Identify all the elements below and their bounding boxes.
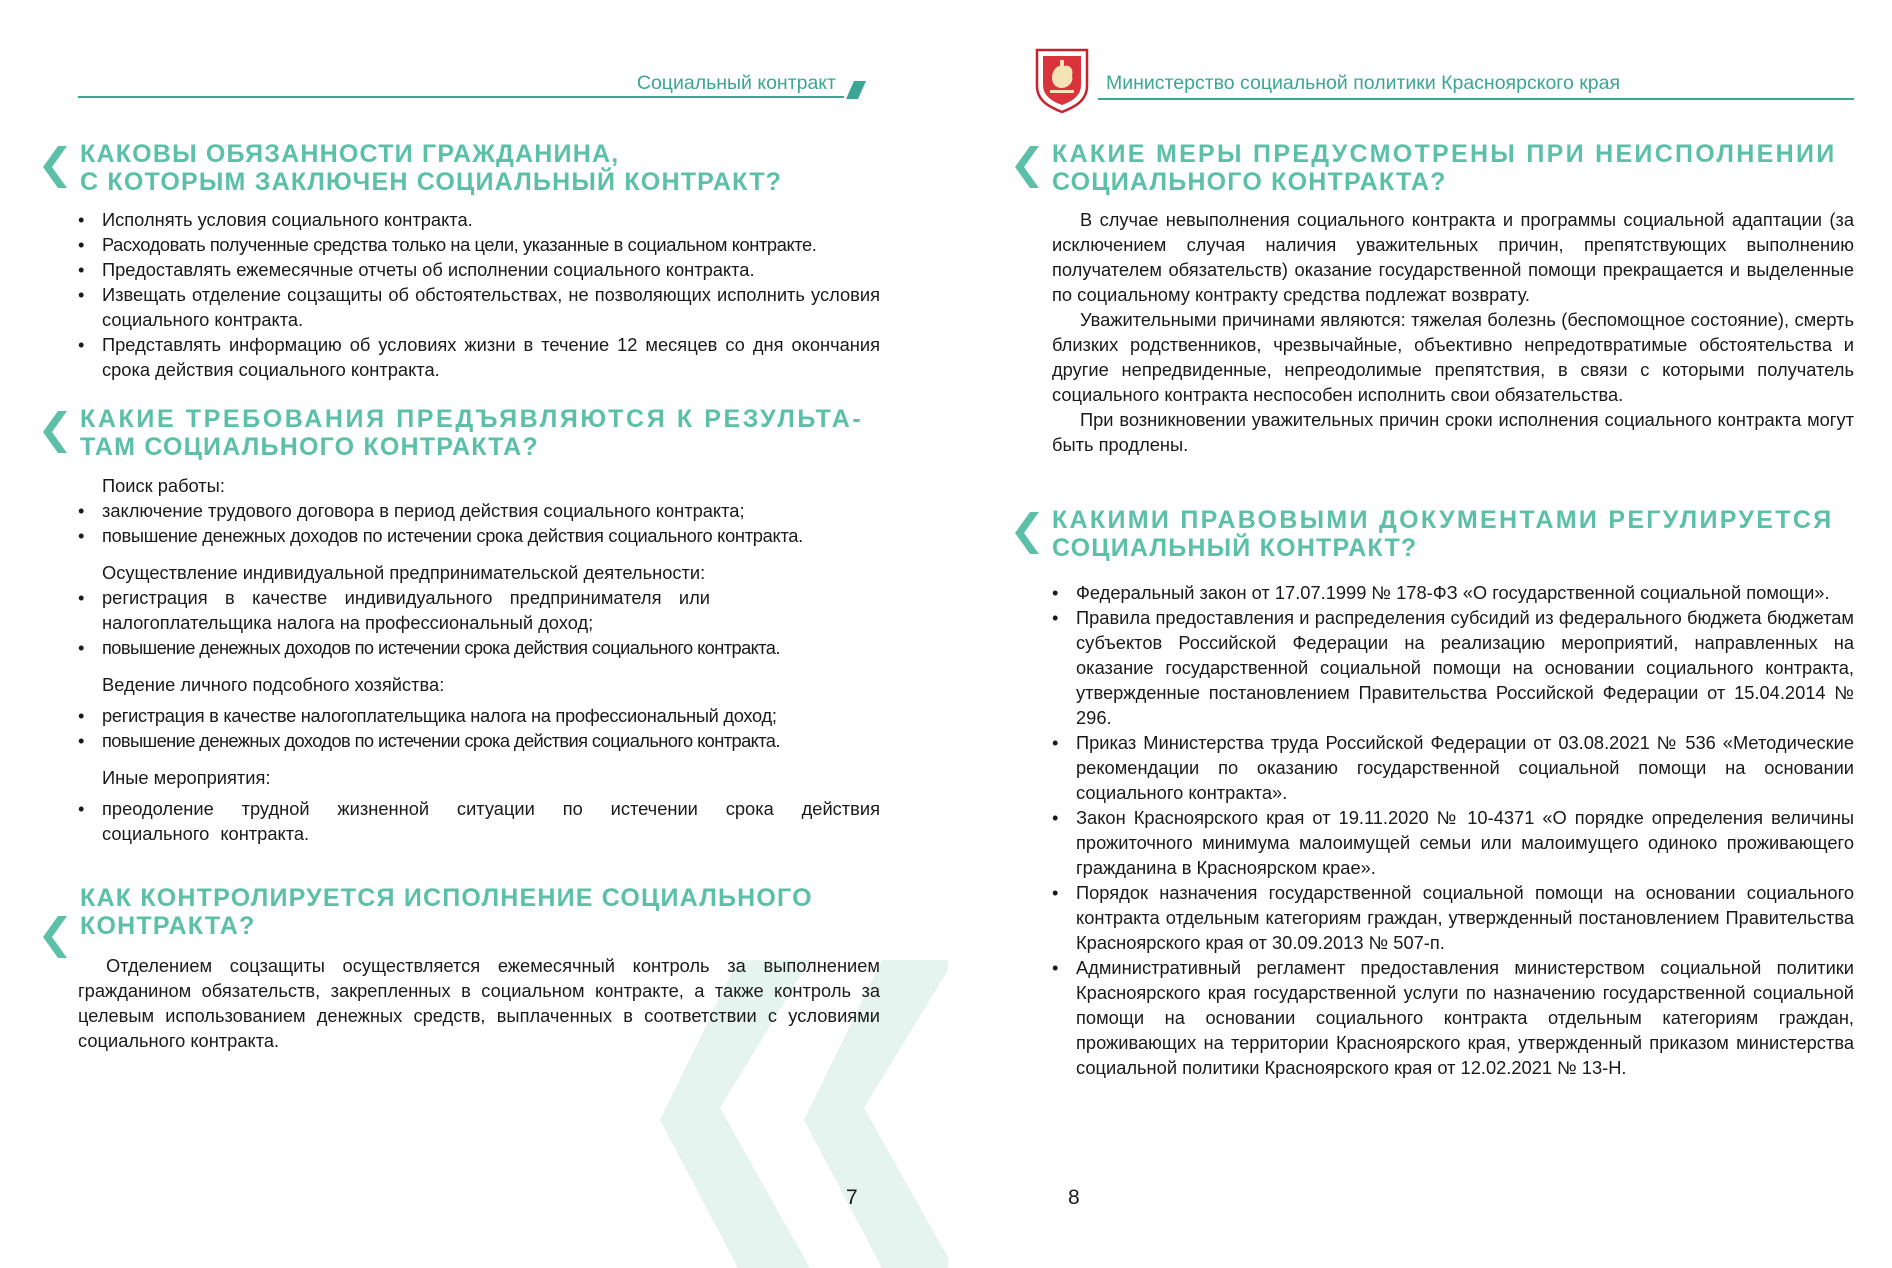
- header-title: Социальный контракт: [636, 72, 836, 94]
- chevron-left-icon: [1012, 142, 1040, 192]
- chevron-left-icon: [40, 142, 68, 192]
- group-label: Поиск работы:: [102, 475, 225, 496]
- paragraph: При возникновении уважительных причин сроки исполнения социального контракта могут быть продлены.: [1052, 409, 1854, 455]
- paragraph: В случае невыполнения социального контракта и программы социальной адаптации (за исключением случая наличия уважительных причин, препятствующих выполнению получателем обязательств) оказание государственной помощи прекращается и выделенные по социальному контракту средства подлежат возврату.: [1052, 209, 1854, 305]
- right-page-header: [1034, 44, 1854, 114]
- left-page-header: [78, 68, 868, 98]
- header-rule: [1098, 98, 1854, 100]
- chevron-left-icon: [1012, 508, 1040, 558]
- list-item: • Представлять информацию об условиях жизни в течение 12 месяцев со дня окончания срока действия социального контракта.: [78, 332, 880, 382]
- duties-list-block: [78, 207, 880, 382]
- paragraph: Уважительными причинами являются: тяжелая болезнь (беспомощное состояние), смерть близких родственников, чрезвычайные, объективно непредотвратимые обстоятельства и другие непредвиденные, непреодолимые препятствия, в связи с которыми получатель социального контракта неспособен исполнить свои обязательства.: [1052, 309, 1854, 405]
- section-title: КАКИЕ ТРЕБОВАНИЯ ПРЕДЪЯВЛЯЮТСЯ К РЕЗУЛЬТА- ТАМ СОЦИАЛЬНОГО КОНТРАКТА?: [80, 405, 864, 461]
- list-item: • Приказ Министерства труда Российской Федерации от 03.08.2021 № 536 «Методические рекомендации по оказанию государственной социальной помощи на основании социального контракта».: [1052, 730, 1854, 805]
- section-heading-duties: [40, 140, 890, 198]
- list-item: • повышение денежных доходов по истечении срока действия социального контракта.: [78, 728, 880, 753]
- list-item: • регистрация в качестве индивидуального предпринимателя или налогоплательщика налога на профессиональный доход;: [78, 585, 880, 635]
- group-label: Ведение личного подсобного хозяйства:: [102, 674, 445, 695]
- list-item: • Извещать отделение соцзащиты об обстоятельствах, не позволяющих исполнить условия социального контракта.: [78, 282, 880, 332]
- paragraph: Отделением соцзащиты осуществляется ежемесячный контроль за выполнением гражданином обязательств, закрепленных в социальном контракте, а также контроль за целевым использованием денежных средств, выплаченных в соответствии с условиями социального контракта.: [78, 955, 880, 1051]
- list-item: • регистрация в качестве налогоплательщика налога на профессиональный доход;: [78, 703, 880, 728]
- list-item: • Административный регламент предоставления министерством социальной политики Красноярского края государственной услуги по назначению государственной социальной помощи на основании социального контракта отдельным категориям граждан, проживающих на территории Красноярского края, утвержденный приказом министерства социальной политики Красноярского края от 12.02.2021 № 13-Н.: [1052, 955, 1854, 1080]
- list-item: • Исполнять условия социального контракта.: [78, 207, 880, 232]
- header-title: Министерство социальной политики Красноярского края: [1106, 72, 1621, 94]
- header-rule: [78, 96, 844, 98]
- page-number: 8: [1068, 1186, 1080, 1209]
- control-text-block: [78, 953, 880, 1053]
- header-slash-mark: [846, 81, 866, 99]
- requirements-list: [78, 703, 880, 753]
- section-title: КАКОВЫ ОБЯЗАННОСТИ ГРАЖДАНИНА, С КОТОРЫМ ЗАКЛЮЧЕН СОЦИАЛЬНЫЙ КОНТРАКТ?: [80, 140, 783, 196]
- duties-list: [78, 207, 880, 382]
- section-title: КАКИЕ МЕРЫ ПРЕДУСМОТРЕНЫ ПРИ НЕИСПОЛНЕНИИ СОЦИАЛЬНОГО КОНТРАКТА?: [1052, 140, 1837, 196]
- section-heading-requirements: [40, 405, 890, 463]
- chevron-left-icon: [40, 912, 68, 962]
- legal-docs-block: [1052, 580, 1854, 1080]
- requirements-list: [78, 796, 880, 846]
- list-item: • Расходовать полученные средства только на цели, указанные в социальном контракте.: [78, 232, 880, 257]
- noncompliance-text-block: [1052, 207, 1854, 457]
- list-item: • Предоставлять ежемесячные отчеты об исполнении социального контракта.: [78, 257, 880, 282]
- legal-docs-list: [1052, 580, 1854, 1080]
- requirements-list: [78, 585, 880, 660]
- section-heading-control: [40, 884, 890, 942]
- page-number: 7: [846, 1186, 858, 1209]
- section-heading-noncompliance: [1012, 140, 1854, 198]
- group-label: Иные мероприятия:: [102, 767, 271, 788]
- list-item: • преодоление трудной жизненной ситуации по истечении срока действия социального контракта.: [78, 796, 880, 846]
- section-title: КАКИМИ ПРАВОВЫМИ ДОКУМЕНТАМИ РЕГУЛИРУЕТСЯ СОЦИАЛЬНЫЙ КОНТРАКТ?: [1052, 506, 1834, 562]
- section-title: КАК КОНТРОЛИРУЕТСЯ ИСПОЛНЕНИЕ СОЦИАЛЬНОГО КОНТРАКТА?: [80, 884, 813, 940]
- list-item: • повышение денежных доходов по истечении срока действия социального контракта.: [78, 635, 880, 660]
- list-item: • Федеральный закон от 17.07.1999 № 178-ФЗ «О государственной социальной помощи».: [1052, 580, 1854, 605]
- group-label: Осуществление индивидуальной предпринимательской деятельности:: [102, 562, 706, 583]
- requirements-block: [78, 473, 880, 846]
- list-item: • заключение трудового договора в период действия социального контракта;: [78, 498, 880, 523]
- list-item: • Закон Красноярского края от 19.11.2020 № 10-4371 «О порядке определения величины прожиточного минимума малоимущей семьи или малоимущего одиноко проживающего гражданина в Красноярском крае».: [1052, 805, 1854, 880]
- section-heading-legal-docs: [1012, 506, 1854, 564]
- list-item: • Порядок назначения государственной социальной помощи на основании социального контракта отдельным категориям граждан, утвержденный постановлением Правительства Красноярского края от 30.09.2013 № 507-п.: [1052, 880, 1854, 955]
- krasnoyarsk-coat-of-arms-icon: [1034, 44, 1090, 114]
- list-item: • повышение денежных доходов по истечении срока действия социального контракта.: [78, 523, 880, 548]
- requirements-list: [78, 498, 880, 548]
- list-item: • Правила предоставления и распределения субсидий из федерального бюджета бюджетам субъектов Российской Федерации на реализацию мероприятий, направленных на оказание государственной социальной помощи на основании социального контракта, утвержденные постановлением Правительства Российской Федерации от 15.04.2014 № 296.: [1052, 605, 1854, 730]
- chevron-left-icon: [40, 407, 68, 457]
